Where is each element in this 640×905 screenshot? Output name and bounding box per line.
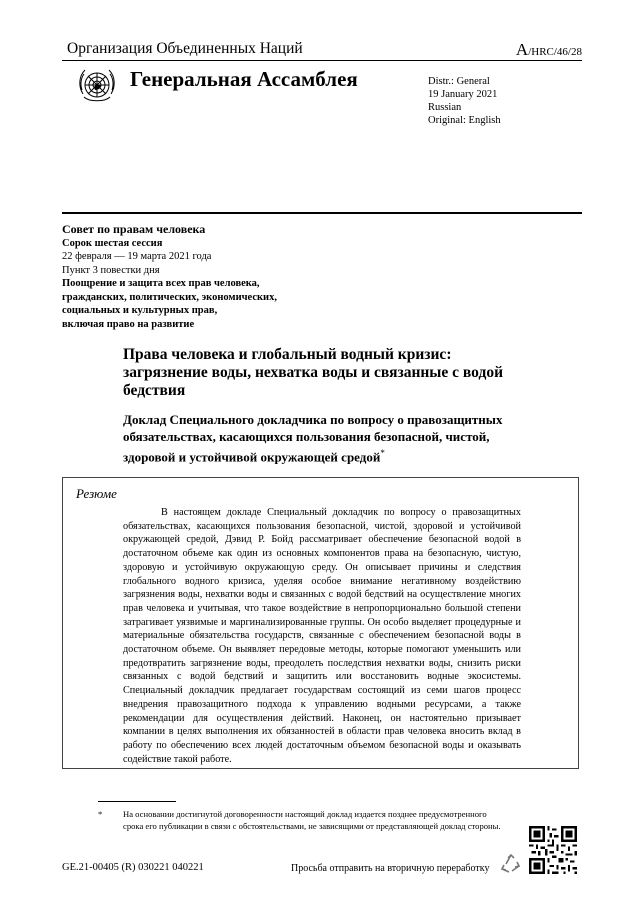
footnote: [98, 808, 508, 832]
session-dates: 22 февраля — 19 марта 2021 года: [62, 251, 212, 262]
recycle-icon: [500, 853, 522, 875]
footnote-rule: [98, 801, 176, 802]
summary-text: В настоящем докладе Специальный докладчик по вопросу о правозащитных обязательствах, касающихся пользования безопасной, чистой, здоровой и устойчивой окружающей средой, Дэвид Р. Бойд рассматривает обеспечение безопасной водой в достаточном объеме как один из основных компонентов права на безопасную, чистую, здоровую и устойчивую окружающую среду. Он описывает причины и следствия глобального водного кризиса, уделяя особое внимание негативному воздействию загрязнения воды, нехватки воды и связанных с водой бедствий на осуществление многих прав человека и учитывая, что такое воздействие в непропорционально большой степени затрагивает уязвимые и маргинализированные группы. Он особо выделяет процедурные и материальные обязательства государств, связанные с обеспечением безопасной воды в достаточном объеме. Он выявляет передовые методы, которые помогают уменьшить или предотвратить загрязнение воды, преодолеть последствия нехватки воды, снизить риски связанных с водой бедствий и защитить или восстановить водные экосистемы. Специальный докладчик предлагает государствам состоящий из семи шагов процесс внедрения правозащитного подхода к управлению водными ресурсами, а также рекомендации для осуществления действий. Наконец, он настоятельно призывает компании в целях выполнения их обязанностей в области прав человека вносить вклад в работу по обеспечению всех людей достаточным объемом безопасной воды и оказывать содействие такой работе.: [123, 507, 521, 765]
agenda-topic-line: включая право на развитие: [62, 318, 195, 330]
distr-original: Original: English: [428, 115, 501, 126]
job-number: GE.21-00405 (R) 030221 040221: [62, 862, 204, 873]
agenda-topic-line: гражданских, политических, экономических,: [62, 291, 277, 303]
summary-heading: Резюме: [76, 486, 117, 501]
distribution-block: [428, 75, 501, 127]
session-block: [62, 223, 362, 331]
recycle-notice: Просьба отправить на вторичную переработку: [291, 863, 490, 874]
distr-language: Russian: [428, 102, 462, 113]
qr-code-icon: [529, 826, 577, 874]
agenda-topic-line: социальных и культурных прав,: [62, 305, 218, 316]
symbol-rest: /HRC/46/28: [528, 46, 582, 58]
un-emblem-icon: [74, 64, 120, 110]
assembly-title: Генеральная Ассамблея: [130, 67, 358, 91]
session-name: Сорок шестая сессия: [62, 237, 163, 249]
symbol-letter: A: [515, 40, 529, 59]
footnote-mark: *: [98, 809, 103, 819]
organization-name: Организация Объединенных Наций: [67, 40, 303, 57]
footnote-ref-mark: *: [380, 448, 385, 458]
council-name: Совет по правам человека: [62, 222, 206, 236]
footnote-text: На основании достигнутой договоренности настоящий доклад издается позднее предусмотренного срока его публикации в связи с обстоятельствами, не зависящими от представляющей доклад стороны.: [123, 809, 501, 831]
document-symbol: [516, 40, 582, 60]
agenda-item: Пункт 3 повестки дня: [62, 264, 160, 276]
header-thick-rule: [62, 212, 582, 214]
document-title: Права человека и глобальный водный кризис: загрязнение воды, нехватка воды и связанные с водой бедствия: [123, 346, 504, 399]
distr-general: Distr.: General: [428, 76, 490, 87]
document-subtitle: [123, 412, 523, 466]
subtitle-text: Доклад Специального докладчика по вопросу о правозащитных обязательствах, касающихся пользования безопасной, чистой, здоровой и устойчивой окружающей средой: [123, 412, 503, 465]
agenda-topic-line: Поощрение и защита всех прав человека,: [62, 278, 260, 289]
header-rule: [62, 60, 582, 61]
distr-date: 19 January 2021: [428, 89, 498, 100]
